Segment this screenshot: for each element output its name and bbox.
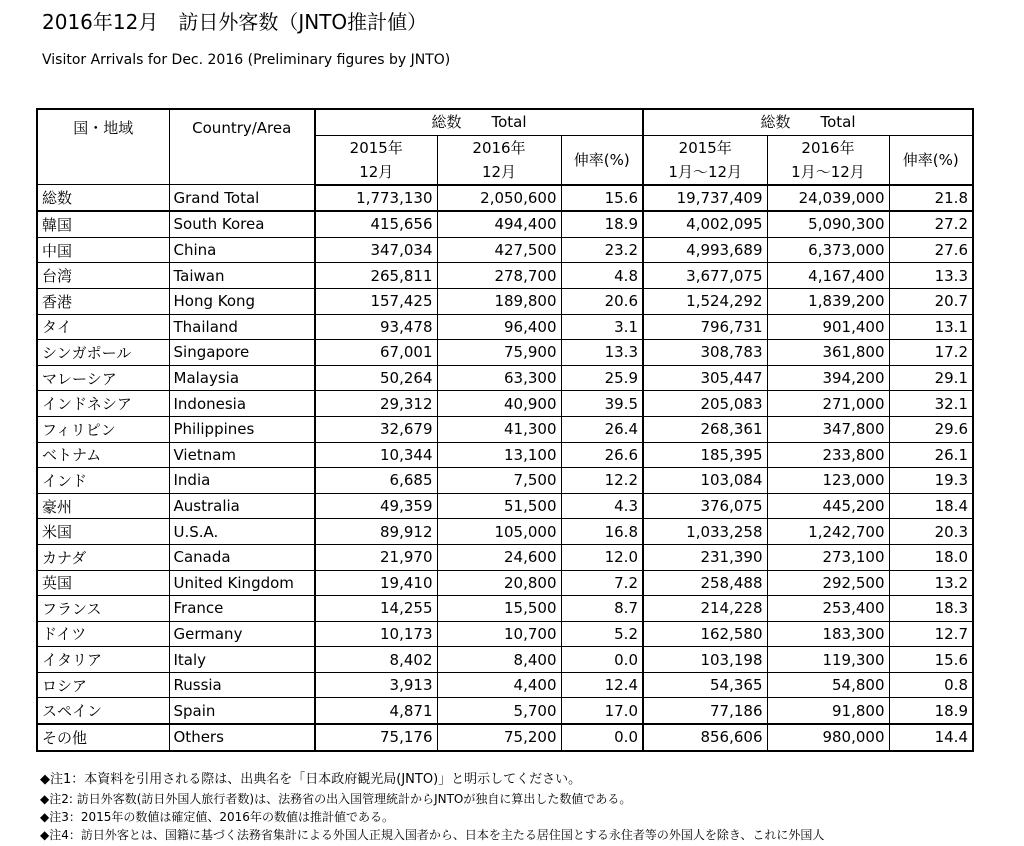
table-row xyxy=(37,288,973,314)
cell-dec-2015: 29,312 xyxy=(315,391,437,417)
cell-dec-2016: 105,000 xyxy=(437,519,561,545)
cell-dec-2016: 494,400 xyxy=(437,211,561,237)
cell-dec-2015: 10,344 xyxy=(315,442,437,468)
cell-growth-ytd: 29.1 xyxy=(889,365,973,391)
cell-growth-month: 3.1 xyxy=(561,314,643,340)
cell-ytd-2016: 91,800 xyxy=(767,698,889,724)
cell-dec-2015: 157,425 xyxy=(315,288,437,314)
cell-ytd-2016: 183,300 xyxy=(767,621,889,647)
cell-growth-ytd: 18.4 xyxy=(889,493,973,519)
cell-country-en: Spain xyxy=(169,698,315,724)
header-growth-month: 伸率(%) xyxy=(561,135,643,185)
header-total-ytd: 総数 Total xyxy=(643,109,973,135)
cell-growth-ytd: 26.1 xyxy=(889,442,973,468)
cell-growth-ytd: 18.3 xyxy=(889,596,973,622)
cell-growth-month: 12.2 xyxy=(561,468,643,494)
cell-dec-2015: 347,034 xyxy=(315,237,437,263)
table-row xyxy=(37,263,973,289)
table-row xyxy=(37,493,973,519)
cell-country-jp: 英国 xyxy=(37,570,169,596)
cell-growth-ytd: 29.6 xyxy=(889,416,973,442)
header-growth-ytd: 伸率(%) xyxy=(889,135,973,185)
table-row xyxy=(37,185,973,212)
table-row xyxy=(37,519,973,545)
header-2016-ytd: 2016年 1月～12月 xyxy=(767,135,889,185)
cell-ytd-2015: 305,447 xyxy=(643,365,767,391)
table-row xyxy=(37,391,973,417)
cell-growth-month: 8.7 xyxy=(561,596,643,622)
cell-dec-2015: 89,912 xyxy=(315,519,437,545)
cell-growth-ytd: 20.7 xyxy=(889,288,973,314)
cell-growth-month: 23.2 xyxy=(561,237,643,263)
table-row xyxy=(37,237,973,263)
cell-country-en: Vietnam xyxy=(169,442,315,468)
cell-dec-2015: 415,656 xyxy=(315,211,437,237)
cell-dec-2015: 14,255 xyxy=(315,596,437,622)
cell-country-jp: ベトナム xyxy=(37,442,169,468)
cell-dec-2015: 67,001 xyxy=(315,340,437,366)
cell-dec-2016: 2,050,600 xyxy=(437,185,561,212)
cell-growth-month: 5.2 xyxy=(561,621,643,647)
cell-dec-2015: 265,811 xyxy=(315,263,437,289)
page-title: 2016年12月 訪日外客数（JNTO推計値） xyxy=(42,10,428,34)
cell-growth-month: 20.6 xyxy=(561,288,643,314)
cell-growth-month: 15.6 xyxy=(561,185,643,212)
cell-ytd-2015: 77,186 xyxy=(643,698,767,724)
cell-ytd-2015: 308,783 xyxy=(643,340,767,366)
cell-ytd-2015: 231,390 xyxy=(643,544,767,570)
cell-country-en: Thailand xyxy=(169,314,315,340)
table-row xyxy=(37,570,973,596)
cell-ytd-2016: 394,200 xyxy=(767,365,889,391)
cell-growth-month: 26.4 xyxy=(561,416,643,442)
cell-dec-2016: 24,600 xyxy=(437,544,561,570)
cell-dec-2015: 32,679 xyxy=(315,416,437,442)
cell-dec-2016: 4,400 xyxy=(437,672,561,698)
cell-dec-2016: 427,500 xyxy=(437,237,561,263)
cell-country-jp: 中国 xyxy=(37,237,169,263)
cell-ytd-2015: 3,677,075 xyxy=(643,263,767,289)
cell-country-jp: 米国 xyxy=(37,519,169,545)
cell-growth-month: 12.4 xyxy=(561,672,643,698)
cell-dec-2015: 4,871 xyxy=(315,698,437,724)
cell-country-jp: ロシア xyxy=(37,672,169,698)
cell-dec-2016: 96,400 xyxy=(437,314,561,340)
header-2015-dec: 2015年 12月 xyxy=(315,135,437,185)
cell-growth-month: 13.3 xyxy=(561,340,643,366)
cell-country-en: South Korea xyxy=(169,211,315,237)
cell-country-jp: マレーシア xyxy=(37,365,169,391)
cell-ytd-2016: 6,373,000 xyxy=(767,237,889,263)
cell-country-jp: カナダ xyxy=(37,544,169,570)
table-row xyxy=(37,416,973,442)
table-row xyxy=(37,211,973,237)
cell-country-jp: 韓国 xyxy=(37,211,169,237)
cell-ytd-2016: 1,242,700 xyxy=(767,519,889,545)
table-row xyxy=(37,340,973,366)
cell-country-en: Philippines xyxy=(169,416,315,442)
cell-dec-2016: 75,200 xyxy=(437,724,561,751)
cell-ytd-2016: 119,300 xyxy=(767,647,889,673)
cell-country-jp: インド xyxy=(37,468,169,494)
cell-dec-2016: 20,800 xyxy=(437,570,561,596)
footnote-4: ◆注4：訪日外客とは、国籍に基づく法務省集計による外国人正規入国者から、日本を主たる居住国とする永住者等の外国人を除き、これに外国人 xyxy=(40,828,825,842)
cell-country-jp: タイ xyxy=(37,314,169,340)
cell-ytd-2016: 901,400 xyxy=(767,314,889,340)
cell-ytd-2016: 5,090,300 xyxy=(767,211,889,237)
cell-country-en: India xyxy=(169,468,315,494)
cell-dec-2015: 50,264 xyxy=(315,365,437,391)
cell-dec-2015: 49,359 xyxy=(315,493,437,519)
cell-country-en: China xyxy=(169,237,315,263)
cell-country-jp: 豪州 xyxy=(37,493,169,519)
cell-dec-2015: 93,478 xyxy=(315,314,437,340)
cell-country-en: Russia xyxy=(169,672,315,698)
cell-growth-month: 17.0 xyxy=(561,698,643,724)
cell-ytd-2016: 253,400 xyxy=(767,596,889,622)
cell-ytd-2015: 4,002,095 xyxy=(643,211,767,237)
table-row xyxy=(37,314,973,340)
cell-dec-2015: 10,173 xyxy=(315,621,437,647)
cell-ytd-2015: 214,228 xyxy=(643,596,767,622)
cell-dec-2016: 5,700 xyxy=(437,698,561,724)
cell-dec-2016: 13,100 xyxy=(437,442,561,468)
cell-ytd-2016: 273,100 xyxy=(767,544,889,570)
cell-growth-month: 4.3 xyxy=(561,493,643,519)
cell-ytd-2016: 347,800 xyxy=(767,416,889,442)
visitor-arrivals-table xyxy=(36,108,974,752)
cell-growth-month: 0.0 xyxy=(561,724,643,751)
cell-country-en: Germany xyxy=(169,621,315,647)
cell-growth-ytd: 12.7 xyxy=(889,621,973,647)
header-country-en: Country/Area xyxy=(169,109,315,185)
cell-dec-2016: 75,900 xyxy=(437,340,561,366)
cell-dec-2015: 6,685 xyxy=(315,468,437,494)
cell-growth-month: 16.8 xyxy=(561,519,643,545)
cell-growth-ytd: 32.1 xyxy=(889,391,973,417)
cell-dec-2016: 15,500 xyxy=(437,596,561,622)
cell-growth-ytd: 20.3 xyxy=(889,519,973,545)
cell-dec-2015: 19,410 xyxy=(315,570,437,596)
cell-ytd-2015: 54,365 xyxy=(643,672,767,698)
cell-ytd-2015: 205,083 xyxy=(643,391,767,417)
cell-growth-month: 0.0 xyxy=(561,647,643,673)
cell-country-en: United Kingdom xyxy=(169,570,315,596)
cell-growth-ytd: 13.1 xyxy=(889,314,973,340)
table-row xyxy=(37,647,973,673)
cell-growth-ytd: 14.4 xyxy=(889,724,973,751)
cell-dec-2016: 189,800 xyxy=(437,288,561,314)
footnote-3: ◆注3：2015年の数値は確定値、2016年の数値は推計値である。 xyxy=(40,810,394,824)
table-row xyxy=(37,698,973,724)
cell-dec-2016: 8,400 xyxy=(437,647,561,673)
cell-country-jp: 台湾 xyxy=(37,263,169,289)
cell-country-jp: フィリピン xyxy=(37,416,169,442)
cell-country-en: Grand Total xyxy=(169,185,315,212)
cell-ytd-2015: 185,395 xyxy=(643,442,767,468)
cell-ytd-2015: 162,580 xyxy=(643,621,767,647)
cell-growth-ytd: 17.2 xyxy=(889,340,973,366)
cell-ytd-2016: 271,000 xyxy=(767,391,889,417)
table-row xyxy=(37,672,973,698)
cell-country-jp: フランス xyxy=(37,596,169,622)
cell-growth-ytd: 0.8 xyxy=(889,672,973,698)
table-row xyxy=(37,365,973,391)
footnote-2: ◆注2: 訪日外客数(訪日外国人旅行者数)は、法務省の出入国管理統計からJNTOが独自に算出した数値である。 xyxy=(40,792,632,806)
cell-growth-month: 18.9 xyxy=(561,211,643,237)
cell-dec-2015: 75,176 xyxy=(315,724,437,751)
cell-ytd-2015: 1,524,292 xyxy=(643,288,767,314)
cell-ytd-2015: 856,606 xyxy=(643,724,767,751)
cell-ytd-2015: 4,993,689 xyxy=(643,237,767,263)
cell-country-jp: インドネシア xyxy=(37,391,169,417)
cell-country-en: Taiwan xyxy=(169,263,315,289)
cell-growth-month: 7.2 xyxy=(561,570,643,596)
table-row xyxy=(37,596,973,622)
cell-ytd-2016: 4,167,400 xyxy=(767,263,889,289)
cell-ytd-2016: 361,800 xyxy=(767,340,889,366)
header-2016-dec: 2016年 12月 xyxy=(437,135,561,185)
cell-ytd-2015: 268,361 xyxy=(643,416,767,442)
cell-growth-month: 12.0 xyxy=(561,544,643,570)
cell-growth-month: 4.8 xyxy=(561,263,643,289)
cell-dec-2016: 10,700 xyxy=(437,621,561,647)
cell-ytd-2016: 1,839,200 xyxy=(767,288,889,314)
cell-country-en: France xyxy=(169,596,315,622)
cell-ytd-2015: 19,737,409 xyxy=(643,185,767,212)
cell-dec-2015: 21,970 xyxy=(315,544,437,570)
cell-dec-2016: 40,900 xyxy=(437,391,561,417)
cell-country-en: Singapore xyxy=(169,340,315,366)
header-total-month: 総数 Total xyxy=(315,109,643,135)
page-subtitle: Visitor Arrivals for Dec. 2016 (Preliminary figures by JNTO) xyxy=(42,52,451,68)
cell-ytd-2016: 292,500 xyxy=(767,570,889,596)
cell-country-en: Malaysia xyxy=(169,365,315,391)
cell-dec-2016: 7,500 xyxy=(437,468,561,494)
cell-ytd-2016: 233,800 xyxy=(767,442,889,468)
cell-country-jp: 総数 xyxy=(37,185,169,212)
table-row xyxy=(37,442,973,468)
cell-ytd-2016: 980,000 xyxy=(767,724,889,751)
cell-growth-month: 25.9 xyxy=(561,365,643,391)
cell-country-en: U.S.A. xyxy=(169,519,315,545)
header-2015-ytd: 2015年 1月～12月 xyxy=(643,135,767,185)
cell-dec-2015: 8,402 xyxy=(315,647,437,673)
cell-ytd-2016: 123,000 xyxy=(767,468,889,494)
cell-ytd-2016: 445,200 xyxy=(767,493,889,519)
cell-dec-2016: 41,300 xyxy=(437,416,561,442)
table-body xyxy=(37,185,973,751)
cell-country-jp: スペイン xyxy=(37,698,169,724)
cell-growth-month: 39.5 xyxy=(561,391,643,417)
cell-country-jp: ドイツ xyxy=(37,621,169,647)
cell-ytd-2015: 376,075 xyxy=(643,493,767,519)
cell-country-jp: その他 xyxy=(37,724,169,751)
table-row xyxy=(37,468,973,494)
cell-ytd-2015: 103,084 xyxy=(643,468,767,494)
cell-growth-ytd: 13.2 xyxy=(889,570,973,596)
footnote-1: ◆注1：本資料を引用される際は、出典名を「日本政府観光局(JNTO)」と明示してください。 xyxy=(40,772,582,787)
cell-growth-month: 26.6 xyxy=(561,442,643,468)
cell-ytd-2015: 796,731 xyxy=(643,314,767,340)
cell-dec-2016: 51,500 xyxy=(437,493,561,519)
cell-dec-2015: 1,773,130 xyxy=(315,185,437,212)
cell-country-en: Australia xyxy=(169,493,315,519)
cell-country-en: Hong Kong xyxy=(169,288,315,314)
cell-country-jp: 香港 xyxy=(37,288,169,314)
cell-country-en: Italy xyxy=(169,647,315,673)
table-row xyxy=(37,544,973,570)
table-row xyxy=(37,724,973,751)
table-row xyxy=(37,621,973,647)
cell-growth-ytd: 27.6 xyxy=(889,237,973,263)
cell-ytd-2015: 1,033,258 xyxy=(643,519,767,545)
cell-ytd-2016: 54,800 xyxy=(767,672,889,698)
cell-ytd-2016: 24,039,000 xyxy=(767,185,889,212)
cell-country-jp: イタリア xyxy=(37,647,169,673)
header-country-jp: 国・地域 xyxy=(37,109,169,185)
cell-country-en: Canada xyxy=(169,544,315,570)
cell-dec-2015: 3,913 xyxy=(315,672,437,698)
cell-growth-ytd: 15.6 xyxy=(889,647,973,673)
cell-growth-ytd: 13.3 xyxy=(889,263,973,289)
footnotes xyxy=(40,770,1000,844)
cell-country-en: Others xyxy=(169,724,315,751)
cell-ytd-2015: 258,488 xyxy=(643,570,767,596)
cell-growth-ytd: 18.0 xyxy=(889,544,973,570)
cell-growth-ytd: 18.9 xyxy=(889,698,973,724)
cell-dec-2016: 278,700 xyxy=(437,263,561,289)
cell-country-jp: シンガポール xyxy=(37,340,169,366)
cell-growth-ytd: 19.3 xyxy=(889,468,973,494)
cell-growth-ytd: 21.8 xyxy=(889,185,973,212)
cell-growth-ytd: 27.2 xyxy=(889,211,973,237)
cell-dec-2016: 63,300 xyxy=(437,365,561,391)
cell-ytd-2015: 103,198 xyxy=(643,647,767,673)
cell-country-en: Indonesia xyxy=(169,391,315,417)
